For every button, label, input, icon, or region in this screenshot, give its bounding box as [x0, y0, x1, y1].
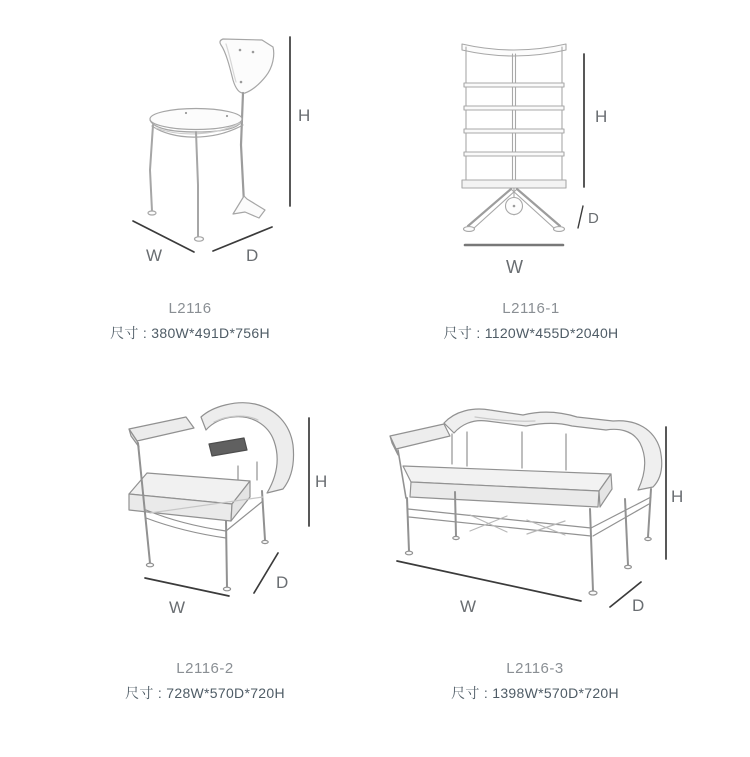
shelf-board — [464, 129, 564, 133]
shelf-base — [462, 180, 566, 188]
chair-sketch — [0, 0, 375, 290]
width-dimension-line — [397, 561, 581, 601]
depth-label: D — [276, 573, 289, 592]
shelf-left-strut — [468, 189, 511, 226]
caption-shelf — [444, 301, 619, 341]
shelf-board — [464, 106, 564, 110]
armchair-armrest — [129, 417, 194, 441]
width-label: W — [506, 257, 523, 277]
product-dimensions: 尺寸 : 1398W*570D*720H — [451, 685, 619, 701]
caption-sofa — [451, 661, 619, 701]
shelf-board — [464, 83, 564, 87]
chair-seat — [150, 109, 242, 130]
product-model: L2116 — [168, 300, 212, 317]
product-dimensions: 尺寸 : 380W*491D*756H — [110, 325, 270, 341]
sofa-sketch — [375, 370, 750, 670]
shelf-right-strut — [517, 189, 560, 226]
sofa-armrest — [390, 424, 450, 449]
sofa-rear-right-leg — [648, 489, 651, 537]
chair-front-left-leg — [150, 125, 153, 211]
height-label: H — [298, 106, 311, 125]
sofa-front-right-leg — [590, 509, 593, 591]
shelf-board — [464, 152, 564, 156]
depth-dimension-line — [578, 206, 583, 228]
chair-backrest — [220, 39, 274, 93]
chair-back-leg — [241, 93, 244, 203]
figure-chair — [0, 0, 375, 290]
figure-sofa — [375, 370, 750, 670]
height-label: H — [595, 107, 608, 126]
width-label: W — [146, 246, 163, 265]
depth-dimension-line — [254, 553, 278, 593]
depth-label: D — [632, 596, 645, 615]
width-label: W — [460, 597, 477, 616]
height-label: H — [315, 472, 328, 491]
caption-armchair — [125, 661, 285, 701]
shelf-top — [462, 44, 566, 56]
armchair-sketch — [0, 370, 375, 670]
width-label: W — [169, 598, 186, 617]
depth-dimension-line — [213, 227, 272, 251]
figure-armchair — [0, 370, 375, 670]
width-dimension-line — [145, 578, 229, 596]
product-model: L2116-2 — [176, 660, 234, 677]
shelf-sketch — [375, 0, 750, 290]
armchair-back-gap — [209, 438, 247, 456]
sofa-left-leg — [407, 498, 409, 551]
product-dimensions: 尺寸 : 1120W*455D*2040H — [443, 325, 619, 341]
height-label: H — [671, 487, 684, 506]
chair-front-right-leg — [196, 132, 198, 237]
depth-label: D — [588, 210, 599, 227]
width-dimension-line — [133, 221, 194, 252]
product-model: L2116-3 — [506, 660, 564, 677]
figure-shelf — [375, 0, 750, 290]
armchair-rear-leg — [262, 491, 265, 540]
caption-chair — [110, 301, 270, 341]
product-dimensions: 尺寸 : 728W*570D*720H — [125, 685, 285, 701]
depth-label: D — [246, 246, 259, 265]
product-model: L2116-1 — [502, 300, 560, 317]
